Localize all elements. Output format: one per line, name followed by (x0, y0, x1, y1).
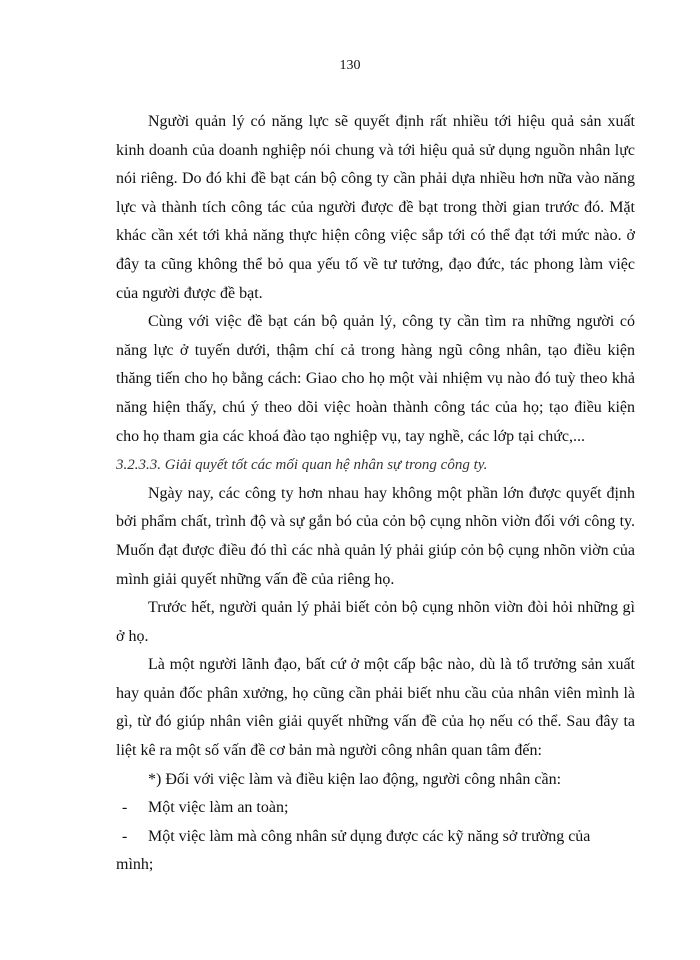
paragraph-3: Ngày nay, các công ty hơn nhau hay không một phần lớn được quyết định bởi phẩm chất, trình độ và sự gắn bó của cỏn bộ cụng nhõn viờn đối với công ty. Muốn đạt được điều đó thì các nhà quản lý phải giúp cỏn bộ cụng nhõn viờn của mình giải quyết những vấn đề của riêng họ. (116, 484, 635, 588)
list-item (116, 823, 635, 852)
list-item-text: Một việc làm an toàn; (148, 799, 289, 817)
section-heading: 3.2.3.3. Giải quyết tốt các mối quan hệ nhân sự trong công ty. (116, 457, 488, 474)
list-bullet: - (122, 799, 128, 817)
paragraph-1: Người quản lý có năng lực sẽ quyết định rất nhiều tới hiệu quả sản xuất kinh doanh của doanh nghiệp nói chung và tới hiệu quả sử dụng nguồn nhân lực nói riêng. Do đó khi đề bạt cán bộ công ty cần phải dựa nhiều hơn nữa vào năng lực và thành tích công tác của người được đề bạt trong thời gian trước đó. Mặt khác cần xét tới khả năng thực hiện công việc sắp tới có thể đạt tới mức nào. ở đây ta cũng không thể bỏ qua yếu tố về tư tưởng, đạo đức, tác phong làm việc của người được đề bạt. (116, 113, 635, 302)
list-item-text: Một việc làm mà công nhân sử dụng được các kỹ năng sở trường của (148, 827, 591, 845)
list-intro: *) Đối với việc làm và điều kiện lao động, người công nhân cần: (148, 770, 562, 788)
list-item (116, 794, 635, 823)
document-body (116, 108, 635, 880)
list-bullet: - (122, 827, 128, 845)
paragraph-4: Trước hết, người quản lý phải biết cỏn bộ cụng nhõn viờn đòi hỏi những gì ở họ. (116, 599, 635, 645)
list-item-continuation: mình; (116, 856, 154, 874)
paragraph-5: Là một người lãnh đạo, bất cứ ở một cấp bậc nào, dù là tổ trưởng sản xuất hay quản đốc phân xưởng, họ cũng cần phải biết nhu cầu của nhân viên mình là gì, từ đó giúp nhân viên giải quyết những vấn đề của họ nếu có thể. Sau đây ta liệt kê ra một số vấn đề cơ bản mà người công nhân quan tâm đến: (116, 656, 635, 760)
page-number: 130 (339, 58, 361, 73)
paragraph-2: Cùng với việc đề bạt cán bộ quản lý, công ty cần tìm ra những người có năng lực ở tuyến dưới, thậm chí cả trong hàng ngũ công nhân, tạo điều kiện thăng tiến cho họ bằng cách: Giao cho họ một vài nhiệm vụ nào đó tuỳ theo khả năng hiện thấy, chú ý theo dõi việc hoàn thành công tác của họ; tạo điều kiện cho họ tham gia các khoá đào tạo nghiệp vụ, tay nghề, các lớp tại chức,... (116, 313, 635, 445)
